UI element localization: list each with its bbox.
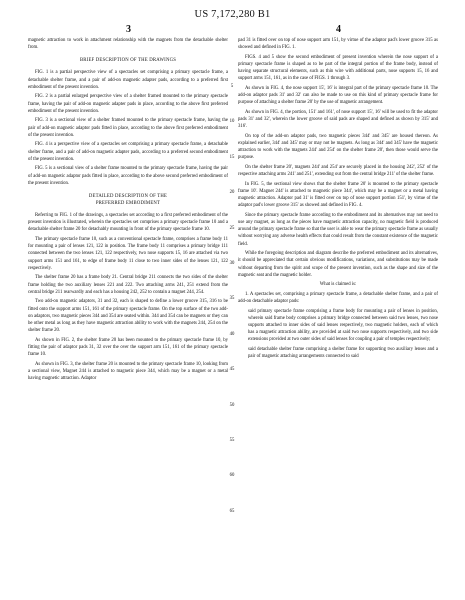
paragraph: pad 31 is fitted over on top of nose support arm 151, by virtue of the adaptor pad's lower groove 315 as showed and defined in FIG. 1.	[238, 38, 438, 51]
section-heading-detailed-description: DETAILED DESCRIPTION OF THE	[88, 193, 168, 199]
right-column	[238, 37, 438, 363]
line-number: 15	[229, 154, 235, 160]
claim: 1. A spectacles set, comprising a primary spectacle frame, a detachable shelter frame, and a pair of add-on detachable adaptor pads:	[238, 292, 438, 305]
paragraph: In FIG. 5, the sectional view shows that the shelter frame 20' is mounted to the primary spectacle frame 10'. Magnet 244' is attached to magnetic piece 344', which may be a magnet or a metal having magnetic attraction. Adaptor pad 31' is fitted over on top of nose support portion 151', by virtue of the adaptor pad's lower groove 315' as showed and defined in FIG. 4.	[238, 181, 438, 209]
line-number: 55	[229, 438, 235, 443]
claim-element: said primary spectacle frame comprising a frame body for mounting a pair of lenses in position, wherein said frame body comprises a primary bridge connected between said two lenses, two nose supports attached to inner sides of said lenses respectively, two magnetic holders, each of which has a magnetic attraction ability, are provided at said two nose supports respectively, and two side extensions provided at two outer sides of said lenses for coupling a pair of temples respectively;	[248, 308, 438, 343]
line-number: 45	[229, 367, 235, 373]
paragraph: As shown in FIG. 4, the portion, 151' and 161', of nose support 15', 16' will be used to fit the adaptor pads 31' and 32', wherein the lower groove of said pads are shaped and defined as shown by 315' and 316'.	[238, 109, 438, 130]
paragraph: Since the primary spectacle frame according to the embodiment and its alternatives may not need to use any magnet, as long as the pieces have magnetic attraction capacity, no magnetic field is produced around the primary spectacle frame so that the user is able to wear the primary spectacle frame as usually without worrying any adverse health effects that could result from the constant existence of the magnetic field.	[238, 212, 438, 247]
line-number: 30	[229, 261, 235, 266]
paragraph: On the shelter frame 20', magnets 244' and 254' are securely placed in the housing 242', 252' of the respective attaching arms 241' and 251', extending out from the central bridge 211' of the shelter frame.	[238, 165, 438, 178]
paragraph: FIG. 3 is a sectional view of a shelter framed mounted to the primary spectacle frame, having the pair of add-on magnetic adaptor pads fitted in place, according to the above first preferred embodiment of the present invention.	[28, 118, 228, 138]
claims-intro: What is claimed is:	[319, 282, 357, 288]
paragraph: On top of the add-on adaptor pads, two magnetic pieces 344' and 345' are housed thereon. As explained earlier, 344' and 345' may or may not be magnets. As long as 344' and 345' have the magnetic attraction to work with the magnets 244' and 254' on the shelter frame 20', then those would serve the purpose.	[238, 133, 438, 161]
section-heading-brief-description: BRIEF DESCRIPTION OF THE DRAWINGS	[79, 58, 177, 64]
line-number: 60	[229, 473, 235, 479]
paragraph: magnetic attraction to work in attachment relationship with the magnets from the detachable shelter from.	[28, 38, 228, 51]
paragraph: Two add-on magnetic adaptors, 31 and 32, each is shaped to define a lower groove 315, 316 to be fitted onto the support arms 151, 161 of the primary spectacle frame. On the top surface of the two add-on adaptors, two magnetic pieces 344 and 354 are seated within. 344 and 354 can be magnets or they can be other metal as long as they have magnetic attraction ability to work with the magnets 244, 254 on the shelter frame 20.	[28, 299, 228, 333]
line-number: 65	[229, 508, 235, 514]
patent-number: US 7,172,280 B1	[194, 9, 271, 20]
paragraph: FIG. 1 is a partial perspective view of a spectacles set comprising a primary spectacle frame, a detachable shelter frame, and a pair of add-on magnetic adapter pads, according to a preferred first embodiment of the present invention.	[28, 70, 228, 90]
paragraph: As shown in FIG. 2, the shelter frame 20 has been mounted to the primary spectacle frame 10, by fitting the pair of adaptor pads 31, 32 over the over the support arm 151, 161 of the primary spectacle frame 10.	[28, 337, 228, 357]
line-number: 20	[229, 190, 235, 196]
paragraph: Referring to FIG. 1 of the drawings, a spectacles set according to a first preferred embodiment of the present invention is illustrated, wherein the spectacles set comprises a primary spectacle frame 10 and a detachable shelter frame 20 for detachably mounting in front of the primary spectacle frame 10.	[28, 213, 228, 233]
line-number: 10	[229, 119, 235, 125]
paragraph: FIGS. 4 and 5 show the second embodiment of present invention wherein the nose support of a primary spectacle frame is shaped as to be part of the integral portion of the frame body, instead of having separate structural elements, such as thin wire with additional parts, nose supports 15, 16 and support arms 151, 161, as in the case of FIGS. 1 through 3.	[238, 54, 438, 82]
column-number-left: 3	[126, 24, 131, 35]
section-heading-preferred-embodiment: PREFERRED EMBODIMENT	[95, 200, 161, 206]
paragraph: The shelter frame 20 has a frame body 21. Central bridge 211 connects the two sides of the shelter frame holding the two auxiliary lenses 221 and 222. Two attaching arms 241, 251 extend from the central bridge 211 rearwardly and each has a housing 242, 252 to contain a magnet 244, 254.	[28, 275, 228, 295]
paragraph: While the foregoing description and diagram describe the preferred embodiment and its alternatives, it should be appreciated that certain obvious modifications, variations, and substitutions may be made without departing from the spirit and scope of the present invention, such as the shape and size of the magnetic seat and the magnetic holder.	[238, 251, 438, 278]
column-number-right: 4	[336, 24, 341, 35]
line-number: 40	[229, 331, 235, 337]
line-number: 35	[229, 296, 235, 302]
paragraph: FIG. 5 is a sectional view of a shelter frame mounted to the primary spectacle frame, having the pair of add-on magnetic adaptor pads fitted in place, according to the above second preferred embodiment of the present invention.	[28, 166, 228, 186]
paragraph: FIG. 4 is a perspective view of a spectacles set comprising a primary spectacle frame, a detachable shelter frame, and a pair of add-on magnetic adapter pads, according to a preferred second embodiment of the present invention.	[28, 142, 228, 162]
line-number: 25	[229, 225, 235, 231]
line-number: 50	[229, 402, 235, 408]
paragraph: As shown in FIG. 3, the shelter frame 20 is mounted to the primary spectacle frame 10, looking from a sectional view, Magnet 244 is attached to magnetic piece 344, which may be a magnet or a metal having magnetic attraction. Adaptor	[28, 361, 228, 381]
paragraph: FIG. 2 is a partial enlarged perspective view of a shelter framed mounted to the primary spectacle frame, having the pair of add-on magnetic adapter pads in place, according to the above first preferred embodiment of the present invention.	[28, 94, 228, 114]
paragraph: The primary spectacle frame 10, such as a conventional spectacle frame, comprises a frame body 11 for mounting a pair of lenses 121, 122 in position. The frame body 11 comprises a primary bridge 111 connected between the two lenses 121, 122 respectively, two nose supports 15, 16 are attached via two support arms 151 and 161, to edge of frame body 11 close to two inner sides of the lenses 121, 122 respectively.	[28, 237, 228, 271]
paragraph: As shown in FIG. 4, the nose support 15', 16' is integral part of the primary spectacle frame 10. The add-on adaptor pads 31' and 32' can also be made to use on this kind of primary spectacle frame for purpose of attaching a shelter frame 20' by the use of magnetic arrangement.	[238, 85, 438, 106]
line-number: 5	[230, 84, 234, 89]
left-column	[28, 37, 228, 385]
claim-element: said detachable shelter frame comprising a shelter frame for supporting two auxiliary lenses and a pair of magnetic attaching arrangements connected to said	[248, 347, 438, 360]
